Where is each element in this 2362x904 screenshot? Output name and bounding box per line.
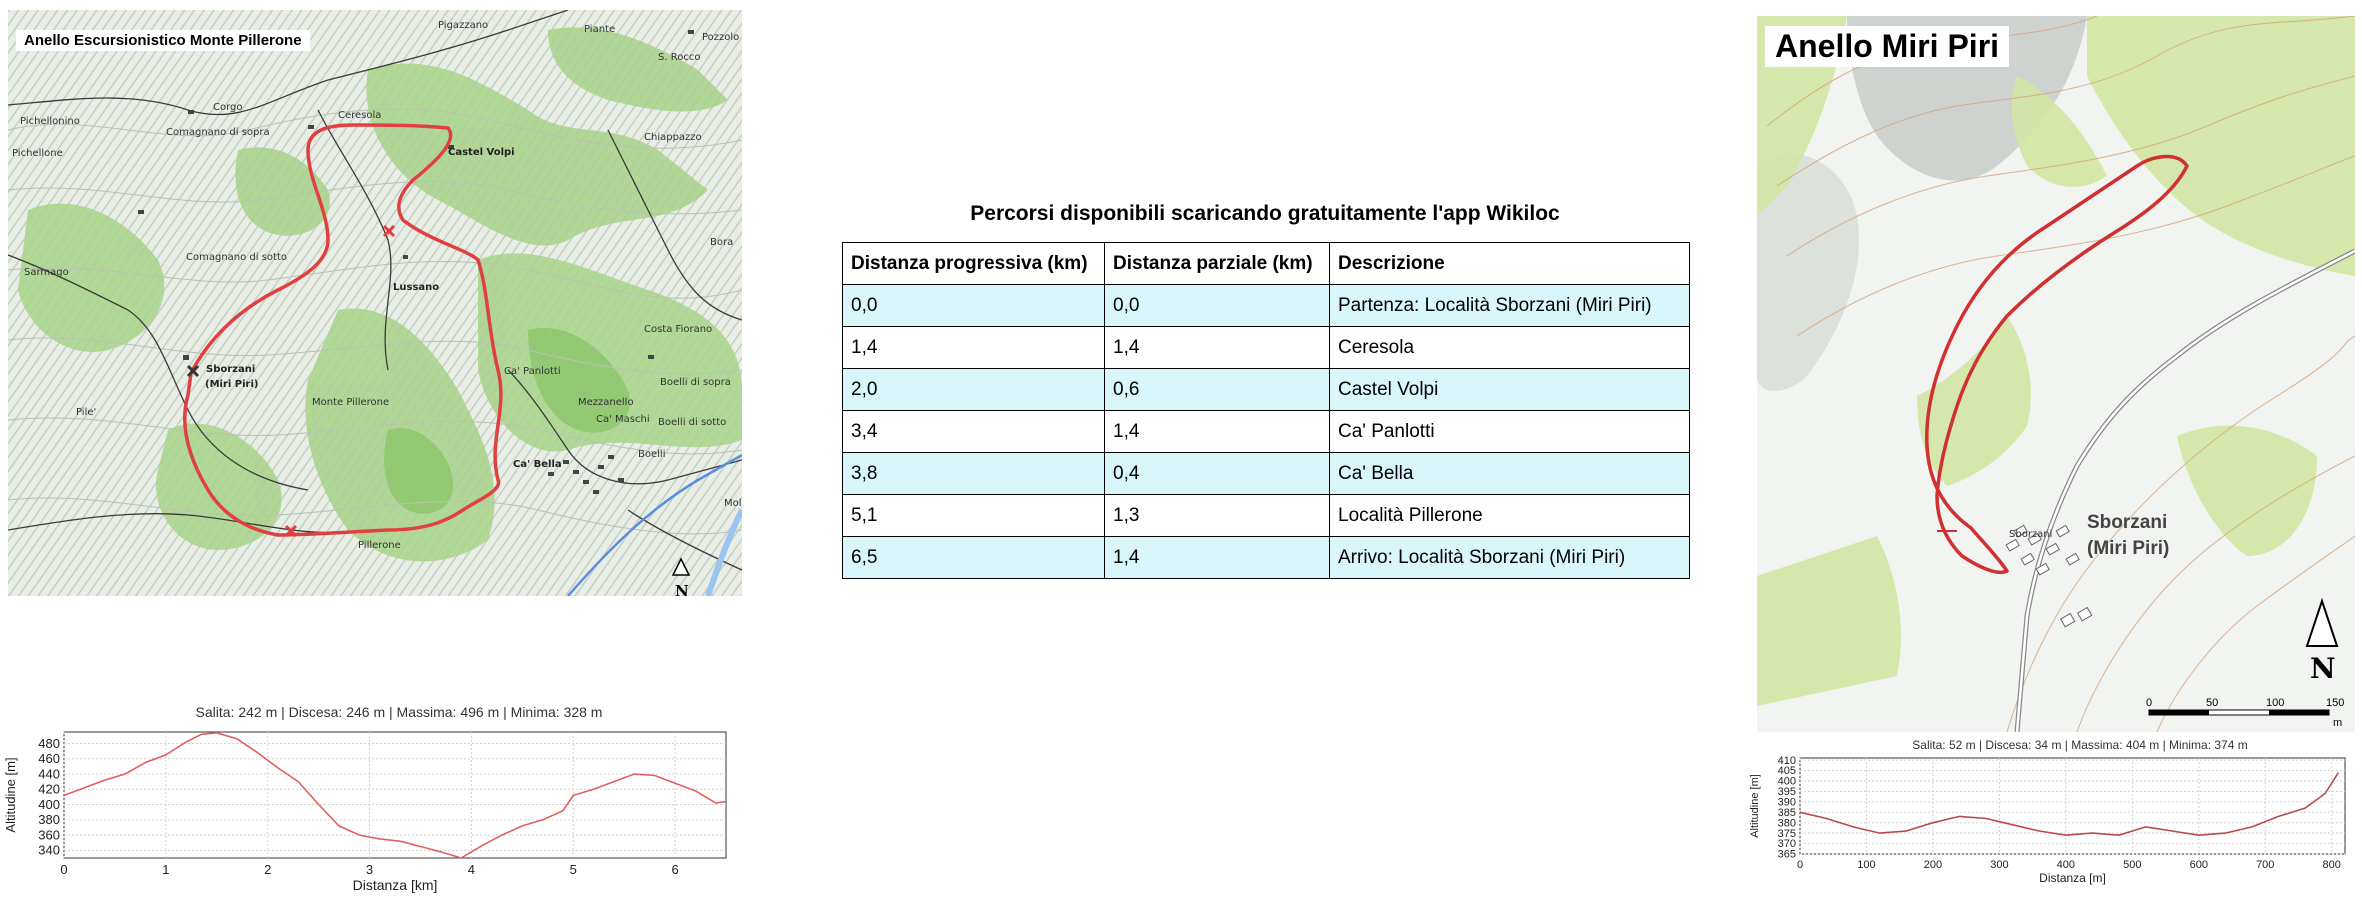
x-tick-label: 4 (467, 862, 476, 877)
place-label-pichellonino: Pichellonino (20, 116, 80, 127)
cell-progressive: 0,0 (843, 285, 1105, 327)
place-label-piante: Piante (584, 24, 616, 35)
table-row (843, 495, 1690, 537)
cell-partial: 1,3 (1105, 495, 1330, 537)
x-tick-label: 0 (1796, 859, 1804, 871)
place-label-boelli: Boelli (638, 449, 666, 460)
north-label: N (2310, 652, 2336, 685)
cell-progressive: 6,5 (843, 537, 1105, 579)
place-label-ca-maschi: Ca' Maschi (596, 414, 650, 425)
map-left-canvas[interactable] (8, 10, 742, 596)
y-tick-label: 365 (1777, 848, 1796, 861)
place-label-mol: Mol (724, 498, 742, 509)
y-tick-label: 375 (1777, 827, 1796, 840)
y-tick-label: 460 (38, 751, 60, 767)
y-tick-label: 390 (1777, 796, 1796, 809)
y-axis-label: Altitudine [m] (3, 757, 18, 833)
y-tick-label: 340 (38, 842, 60, 858)
place-label-boelli-sotto: Boelli di sotto (658, 417, 727, 428)
cell-partial: 1,4 (1105, 537, 1330, 579)
place-label-ca-panlotti: Ca' Panlotti (504, 366, 561, 377)
scale-tick-label: 0 (2146, 697, 2153, 709)
profile-left-header: Salita: 242 m | Discesa: 246 m | Massima: 496 m | Minima: 328 m (195, 704, 603, 720)
place-label-castel-volpi: Castel Volpi (448, 147, 515, 158)
place-label-ceresola: Ceresola (338, 110, 382, 121)
map-left-title: Anello Escursionistico Monte Pillerone (16, 30, 310, 51)
cell-progressive: 5,1 (843, 495, 1105, 537)
place-label-pigazzano: Pigazzano (438, 20, 489, 31)
table-title: Percorsi disponibili scaricando gratuitamente l'app Wikiloc (970, 202, 1560, 225)
place-label-pile: Pile' (76, 407, 97, 418)
x-tick-label: 2 (264, 862, 272, 877)
table-row (843, 327, 1690, 369)
table-row (843, 285, 1690, 327)
x-tick-label: 100 (1857, 859, 1876, 871)
x-tick-label: 0 (60, 862, 68, 877)
table-row (843, 369, 1690, 411)
scale-tick-label: 100 (2266, 697, 2285, 709)
place-label-comagnano-sotto: Comagnano di sotto (186, 252, 288, 263)
place-label-chiappazzo: Chiappazzo (644, 132, 702, 143)
table-row (843, 411, 1690, 453)
place-label-costa-fiorano: Costa Fiorano (644, 324, 713, 335)
scale-tick-label: 150 (2326, 697, 2345, 709)
cell-description: Ca' Bella (1330, 453, 1690, 495)
cell-description: Ceresola (1330, 327, 1690, 369)
col-header-partial: Distanza parziale (km) (1105, 243, 1330, 285)
cell-partial: 0,4 (1105, 453, 1330, 495)
y-tick-label: 420 (38, 781, 60, 797)
place-label-ca-bella: Ca' Bella (513, 459, 562, 470)
table-row (843, 537, 1690, 579)
y-tick-label: 410 (1777, 754, 1796, 767)
scale-bar (2149, 710, 2329, 715)
x-tick-label: 400 (2056, 859, 2076, 871)
place-label-lussano: Lussano (393, 282, 440, 293)
plot-area (64, 732, 726, 858)
cell-partial: 1,4 (1105, 411, 1330, 453)
place-label-sborzani2: (Miri Piri) (205, 379, 259, 390)
cell-partial: 0,6 (1105, 369, 1330, 411)
cell-partial: 0,0 (1105, 285, 1330, 327)
map-right-canvas[interactable] (1757, 16, 2355, 732)
place-label-pozzolo: Pozzolo (702, 32, 740, 43)
x-tick-label: 1 (162, 862, 170, 877)
x-tick-label: 300 (1990, 859, 2009, 871)
profile-right-header: Salita: 52 m | Discesa: 34 m | Massima: 404 m | Minima: 374 m (1912, 738, 2248, 752)
cell-description: Arrivo: Località Sborzani (Miri Piri) (1330, 537, 1690, 579)
y-tick-label: 385 (1777, 806, 1796, 819)
place-label-comagnano-sopra: Comagnano di sopra (166, 127, 270, 138)
cell-progressive: 3,8 (843, 453, 1105, 495)
cell-progressive: 3,4 (843, 411, 1105, 453)
map-right[interactable] (1757, 16, 2355, 732)
y-tick-label: 395 (1777, 786, 1796, 799)
y-tick-label: 400 (1777, 775, 1796, 788)
place-label-monte-pillerone: Monte Pillerone (312, 397, 390, 408)
y-tick-label: 380 (1777, 817, 1796, 830)
profile-left-chart (0, 724, 740, 896)
scale-tick-label: 50 (2206, 697, 2219, 709)
x-tick-label: 600 (2189, 859, 2208, 871)
x-tick-label: 200 (1923, 859, 1943, 871)
cell-description: Castel Volpi (1330, 369, 1690, 411)
y-axis-label: Altitudine [m] (1749, 774, 1761, 838)
place-label-sarmago: Sarmago (24, 267, 69, 278)
place-label-srocco: S. Rocco (658, 52, 701, 63)
north-label: N (675, 582, 689, 596)
map-left[interactable] (8, 10, 742, 596)
y-tick-label: 380 (38, 812, 60, 828)
col-header-description: Descrizione (1330, 243, 1690, 285)
place-label-line2: (Miri Piri) (2087, 538, 2170, 559)
x-axis-label: Distanza [km] (352, 877, 438, 893)
cell-description: Partenza: Località Sborzani (Miri Piri) (1330, 285, 1690, 327)
cell-partial: 1,4 (1105, 327, 1330, 369)
y-tick-label: 405 (1777, 765, 1796, 778)
profile-right-chart (1745, 752, 2357, 898)
place-label-sborzani1: Sborzani (206, 364, 256, 375)
place-label-pillerone: Pillerone (358, 540, 401, 551)
y-tick-label: 480 (38, 735, 60, 751)
cell-progressive: 2,0 (843, 369, 1105, 411)
y-tick-label: 370 (1777, 838, 1796, 851)
place-label-bora: Bora (710, 237, 734, 248)
place-label-mezzanello: Mezzanello (578, 397, 634, 408)
x-tick-label: 5 (569, 862, 577, 877)
col-header-progressive: Distanza progressiva (km) (843, 243, 1105, 285)
y-tick-label: 360 (38, 827, 60, 843)
map-right-title: Anello Miri Piri (1765, 26, 2009, 67)
y-tick-label: 400 (38, 796, 60, 812)
place-label-corgo: Corgo (213, 102, 243, 113)
route-table (842, 242, 1690, 579)
place-label-line1: Sborzani (2087, 512, 2168, 533)
x-tick-label: 3 (365, 862, 374, 877)
x-axis-label: Distanza [m] (2039, 871, 2106, 885)
x-tick-label: 700 (2256, 859, 2275, 871)
x-tick-label: 6 (671, 862, 679, 877)
x-tick-label: 500 (2123, 859, 2142, 871)
place-small-label: Sborzani (2009, 529, 2053, 540)
y-tick-label: 440 (38, 766, 60, 782)
cell-description: Ca' Panlotti (1330, 411, 1690, 453)
table-row (843, 453, 1690, 495)
table-header-row (843, 243, 1690, 285)
scale-unit: m (2333, 717, 2343, 729)
place-label-boelli-sopra: Boelli di sopra (660, 377, 731, 388)
x-tick-label: 800 (2322, 859, 2341, 871)
cell-progressive: 1,4 (843, 327, 1105, 369)
cell-description: Località Pillerone (1330, 495, 1690, 537)
place-label-pichellone: Pichellone (12, 148, 63, 159)
plot-area (1800, 758, 2345, 854)
